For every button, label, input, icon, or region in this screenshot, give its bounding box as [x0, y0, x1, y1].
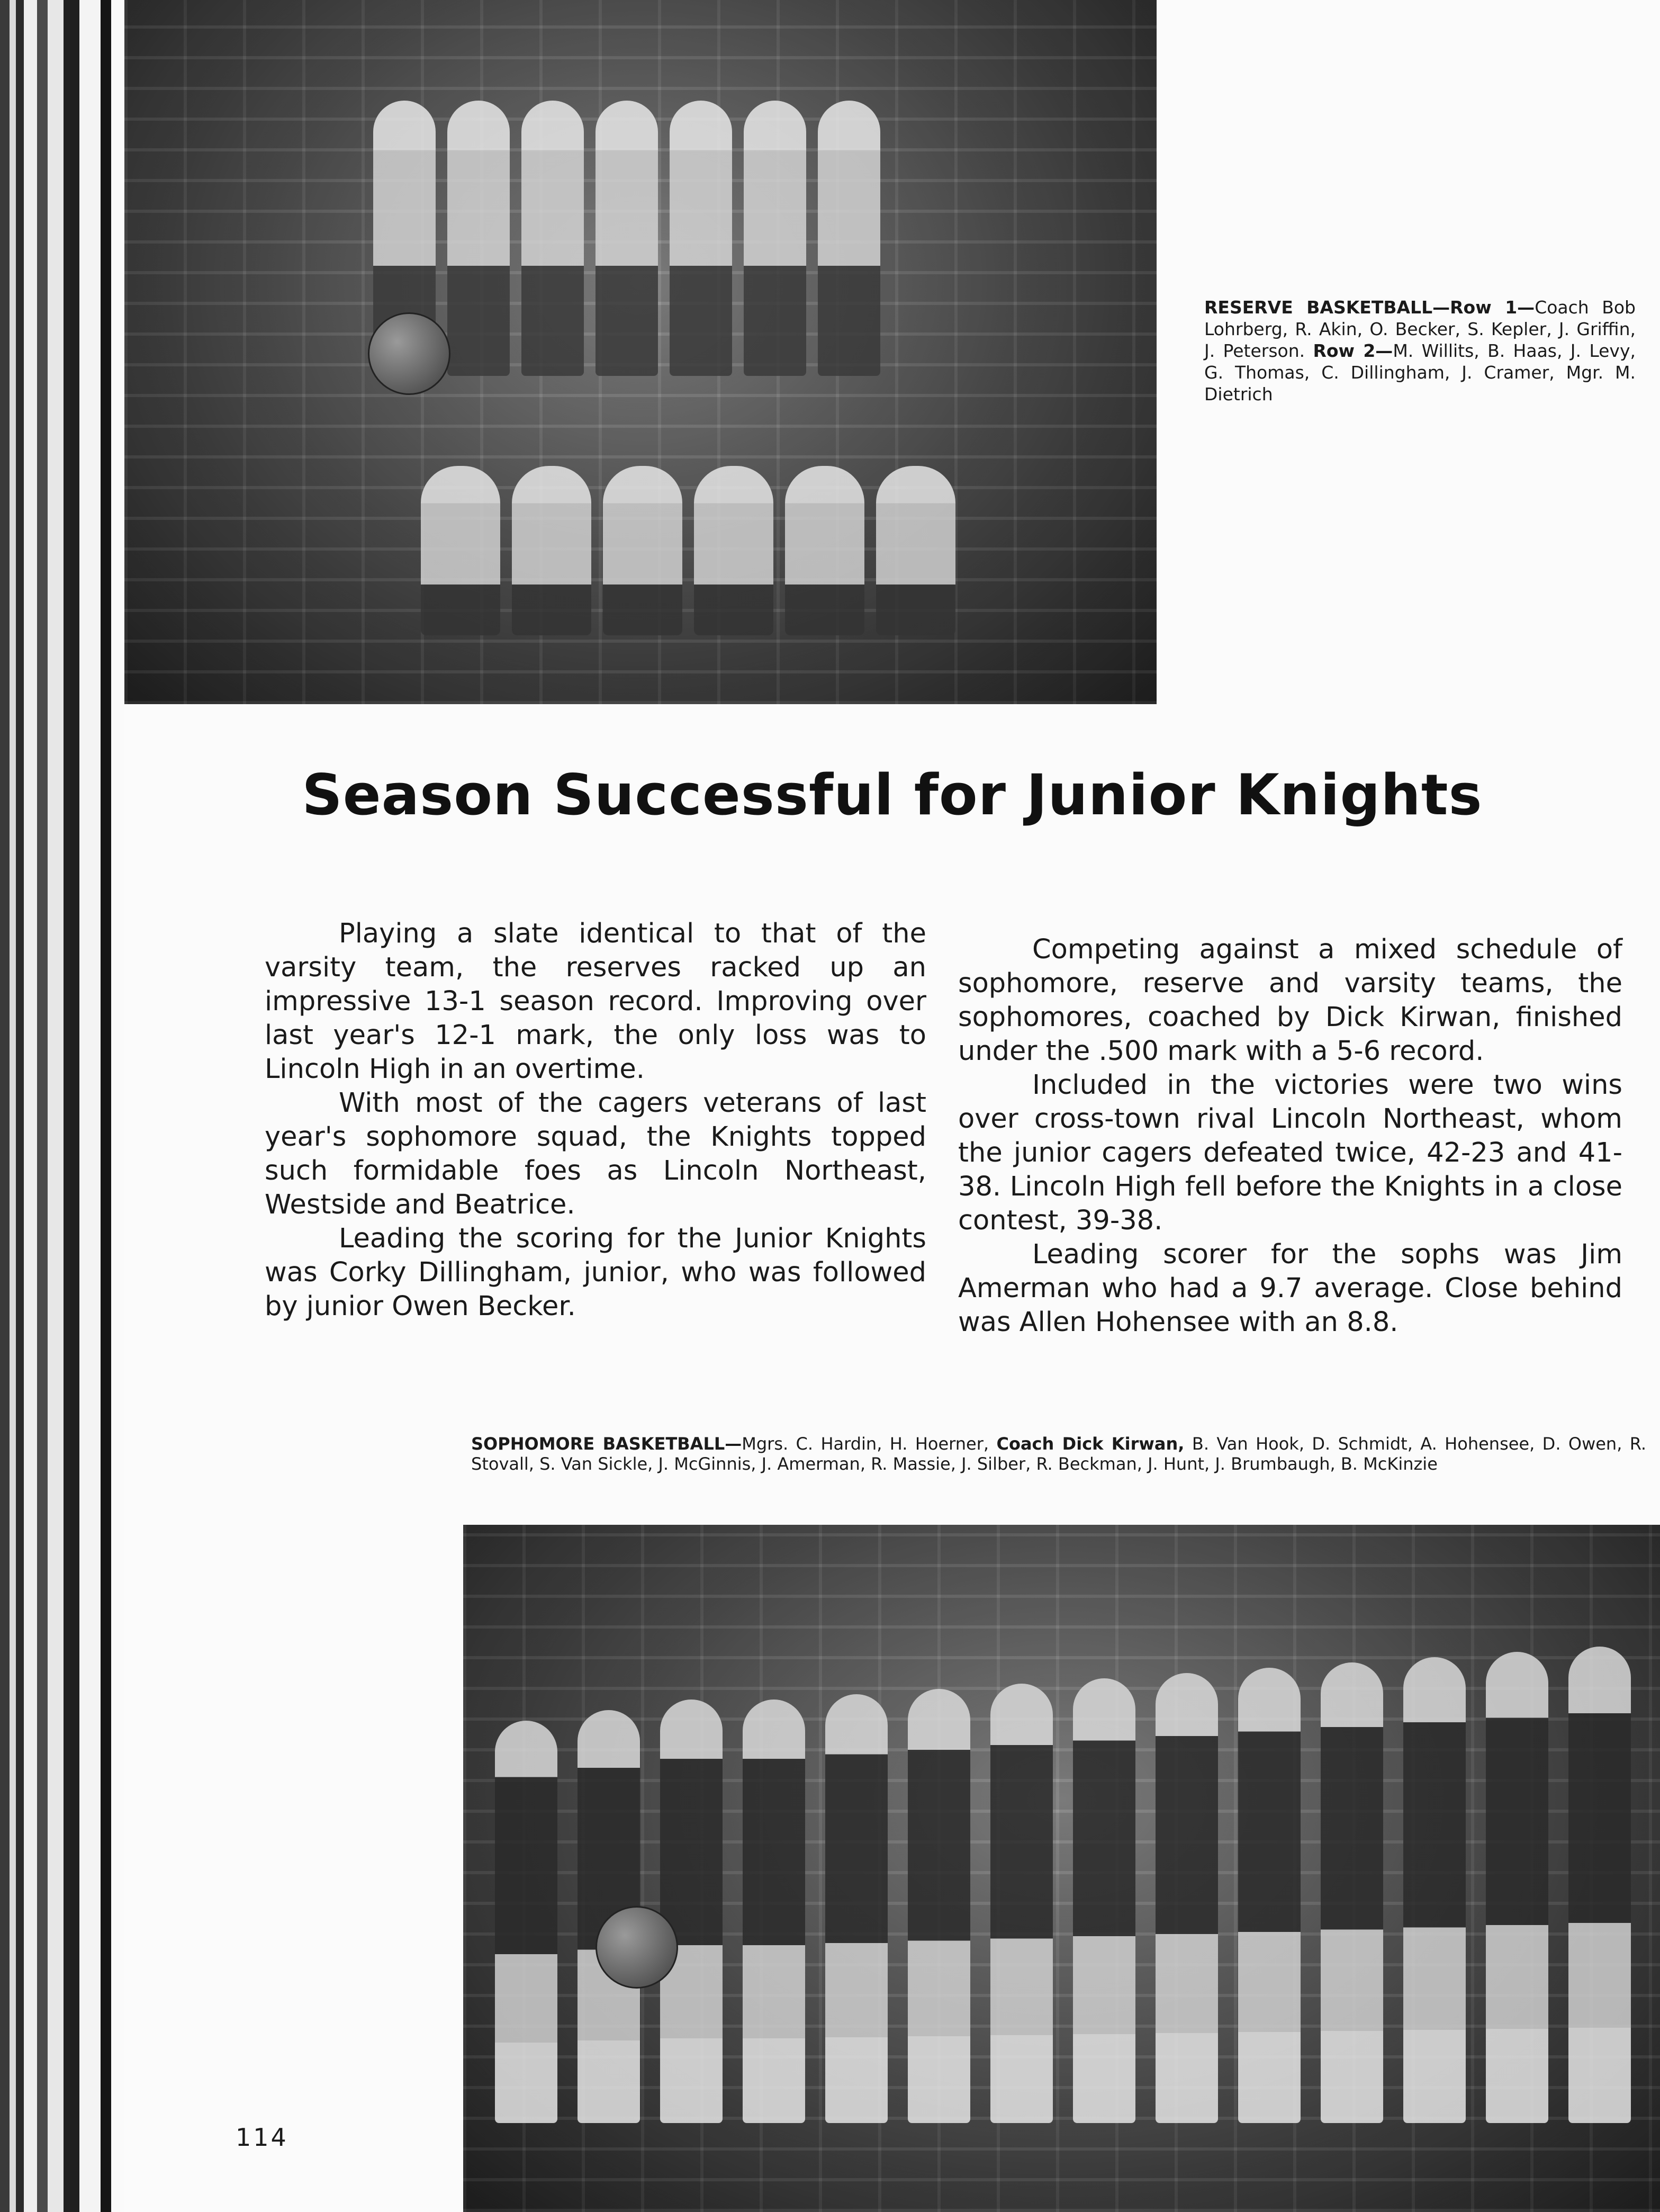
photo-player	[1486, 1652, 1548, 2123]
photo-coach	[495, 1721, 557, 2123]
yearbook-page	[124, 0, 1660, 2212]
photo-player	[1238, 1668, 1301, 2123]
photo-player	[1073, 1678, 1135, 2123]
sophomore-coach: Coach Dick Kirwan,	[996, 1434, 1185, 1454]
photo-player	[660, 1700, 723, 2123]
photo-player	[1568, 1647, 1631, 2123]
photo-player	[743, 1700, 805, 2123]
sophomore-team-photo	[463, 1525, 1660, 2212]
photo-player	[908, 1689, 970, 2123]
basketball	[596, 1906, 678, 1989]
photo-standing-row	[495, 1647, 1631, 2123]
photo-player	[876, 466, 955, 635]
photo-player	[1321, 1662, 1383, 2123]
photo-player	[670, 101, 732, 376]
article-paragraph: Leading scorer for the sophs was Jim Amerman who had a 9.7 average. Close behind was Allen Hohensee with an 8.8.	[958, 1239, 1622, 1338]
photo-player	[990, 1684, 1053, 2123]
article-paragraph: Leading the scoring for the Junior Knights was Corky Dillingham, junior, who was followed by junior Owen Becker.	[265, 1223, 926, 1322]
article-paragraph: Included in the victories were two wins over cross-town rival Lincoln Northeast, whom the junior cagers defeated twice, 42-23 and 41-38. Lincoln High fell before the Knights in a close contest, 39-38.	[958, 1069, 1622, 1236]
article-left-column	[265, 917, 926, 1324]
reserve-row2-label: Row 2—	[1313, 340, 1393, 361]
photo-player	[1403, 1657, 1466, 2123]
photo-player	[744, 101, 806, 376]
photo-player	[521, 101, 584, 376]
photo-standing-row	[373, 101, 880, 376]
page-number: 114	[236, 2123, 288, 2152]
photo-player	[818, 101, 880, 376]
reserve-row2-names: M. Willits, B. Haas, J. Levy, G. Thomas, C. Dillingham, J. Cramer, Mgr. M. Dietrich	[1204, 340, 1636, 404]
article-paragraph: With most of the cagers veterans of last year's sophomore squad, the Knights topped such formidable foes as Lincoln Northeast, Westside and Beatrice.	[265, 1087, 926, 1220]
photo-kneeling-row	[421, 466, 955, 635]
sophomore-managers: Mgrs. C. Hardin, H. Hoerner,	[742, 1434, 989, 1454]
page-binding-edge	[0, 0, 124, 2212]
photo-player	[512, 466, 591, 635]
photo-player	[447, 101, 510, 376]
reserve-caption-heading: RESERVE BASKETBALL—	[1204, 297, 1450, 318]
reserve-team-photo	[124, 0, 1157, 704]
photo-player	[694, 466, 773, 635]
article-paragraph: Competing against a mixed schedule of sophomore, reserve and varsity teams, the sophomores, coached by Dick Kirwan, finished under the .500 mark with a 5-6 record.	[958, 934, 1622, 1067]
reserve-caption	[1204, 296, 1636, 405]
page-headline: Season Successful for Junior Knights	[302, 762, 1483, 828]
photo-player	[603, 466, 682, 635]
sophomore-names: B. Van Hook, D. Schmidt, A. Hohensee, D. Owen, R. Stovall, S. Van Sickle, J. McGinnis, J. Amerman, R. Massie, J. Silber, R. Beckman, J. Hunt, J. Brumbaugh, B. McKinzie	[471, 1434, 1647, 1474]
article-right-column	[958, 933, 1622, 1339]
reserve-row1-names: Coach Bob Lohrberg, R. Akin, O. Becker, S. Kepler, J. Griffin, J. Peterson.	[1204, 297, 1636, 361]
photo-player	[596, 101, 658, 376]
photo-player	[785, 466, 864, 635]
photo-player	[421, 466, 500, 635]
article-paragraph: Playing a slate identical to that of the varsity team, the reserves racked up an impressive 13-1 season record. Improving over last year's 12-1 mark, the only loss was to Lincoln High in an overtime.	[265, 918, 926, 1085]
photo-player	[825, 1694, 888, 2123]
photo-player	[1156, 1673, 1218, 2123]
basketball	[368, 312, 450, 395]
sophomore-caption	[471, 1434, 1646, 1474]
reserve-row1-label: Row 1—	[1450, 297, 1535, 318]
sophomore-caption-heading: SOPHOMORE BASKETBALL—	[471, 1434, 742, 1454]
